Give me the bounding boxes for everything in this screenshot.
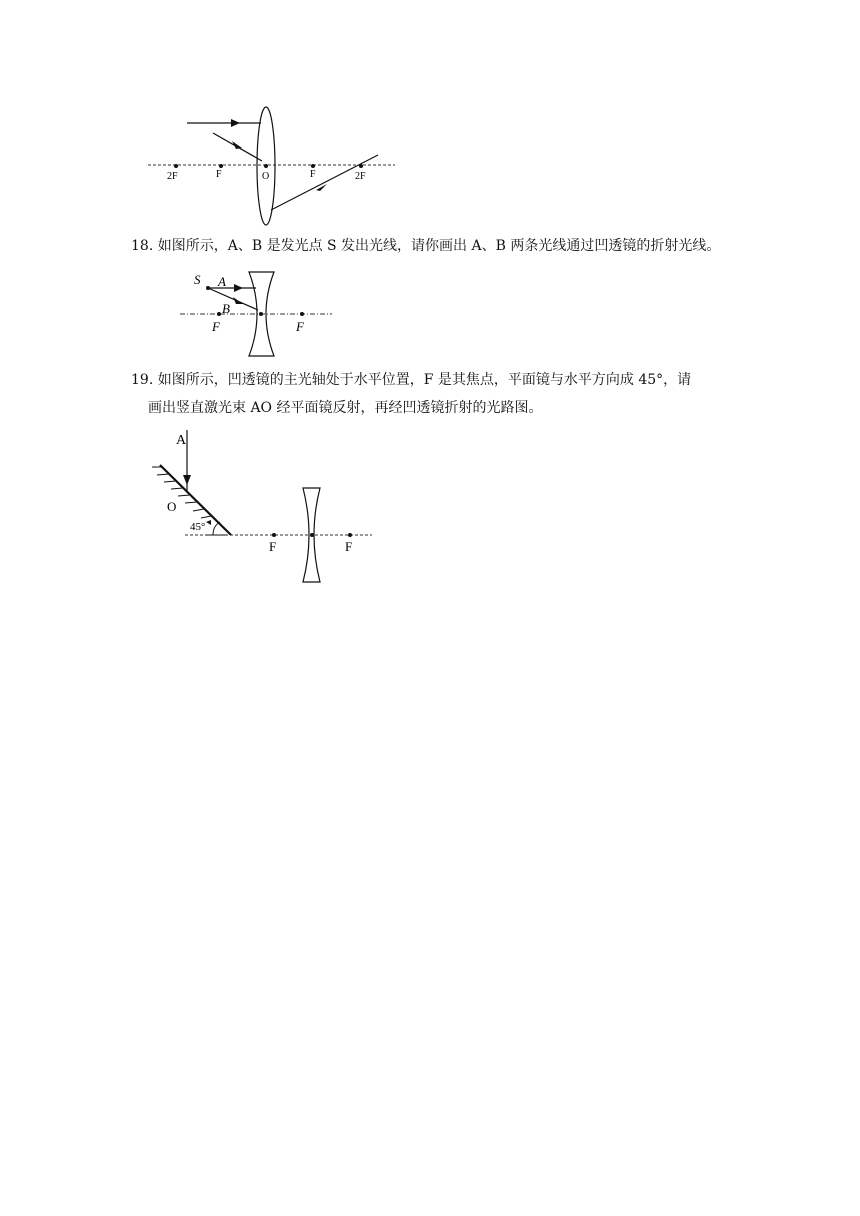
question-19-text-1: 如图所示，凹透镜的主光轴处于水平位置，F 是其焦点，平面镜与水平方向成 45°，请: [157, 372, 692, 388]
label-angle-45: 45°: [190, 521, 206, 533]
mirror-hatching: [152, 467, 211, 518]
question-19-text-2: 画出竖直激光束 AO 经平面镜反射，再经凹透镜折射的光路图。: [148, 400, 543, 416]
label-o: O: [262, 171, 270, 182]
label-f-right: F: [310, 169, 316, 180]
arrow-beam-ao: [183, 475, 191, 485]
question-19-number: 19.: [131, 372, 154, 388]
question-18-text: 如图所示，A、B 是发光点 S 发出光线，请你画出 A、B 两条光线通过凹透镜的折射光线。: [157, 238, 721, 254]
label-2f-left: 2F: [167, 171, 178, 182]
label-b-18: B: [222, 301, 230, 316]
mirror-lens-figure-19: [0, 0, 860, 600]
label-f-left-18: F: [212, 319, 220, 334]
label-f-right-18: F: [296, 319, 304, 334]
label-f-right-19: F: [345, 539, 353, 554]
angle-pointer: [206, 520, 211, 525]
label-o-19: O: [167, 499, 177, 514]
point-center-19: [310, 533, 314, 537]
label-2f-right: 2F: [355, 171, 366, 182]
label-f-left-19: F: [269, 539, 277, 554]
point-f-left-19: [272, 533, 276, 537]
label-a-19: A: [176, 433, 187, 448]
point-f-right-19: [348, 533, 352, 537]
label-f-left: F: [216, 169, 222, 180]
label-s: S: [194, 272, 201, 287]
label-a-18: A: [218, 274, 226, 289]
question-18-number: 18.: [131, 238, 154, 254]
